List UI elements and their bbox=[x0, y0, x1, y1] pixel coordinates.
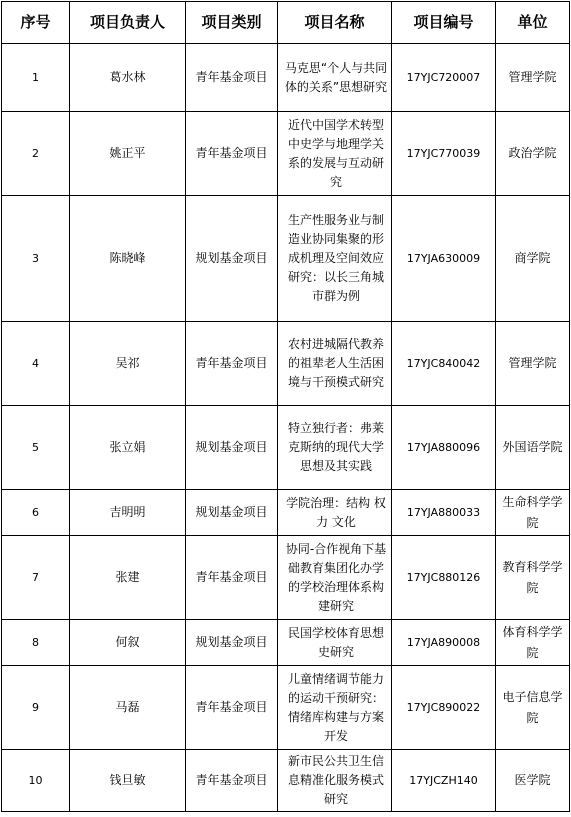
cell-leader: 吴祁 bbox=[70, 322, 186, 406]
cell-unit: 体育科学学院 bbox=[496, 620, 570, 666]
cell-unit: 电子信息学院 bbox=[496, 666, 570, 750]
cell-name: 农村进城隔代教养的祖辈老人生活困境与干预模式研究 bbox=[278, 322, 392, 406]
cell-no: 1 bbox=[2, 44, 70, 112]
cell-code: 17YJC880126 bbox=[392, 536, 496, 620]
cell-category: 青年基金项目 bbox=[186, 666, 278, 750]
cell-unit: 医学院 bbox=[496, 750, 570, 812]
cell-unit: 商学院 bbox=[496, 196, 570, 322]
header-row bbox=[2, 2, 570, 44]
cell-code: 17YJC890022 bbox=[392, 666, 496, 750]
cell-no: 2 bbox=[2, 112, 70, 196]
header-unit: 单位 bbox=[496, 2, 570, 44]
cell-unit: 外国语学院 bbox=[496, 406, 570, 490]
cell-category: 青年基金项目 bbox=[186, 536, 278, 620]
cell-category: 规划基金项目 bbox=[186, 196, 278, 322]
cell-no: 4 bbox=[2, 322, 70, 406]
cell-leader: 钱旦敏 bbox=[70, 750, 186, 812]
project-table bbox=[1, 1, 570, 812]
cell-no: 5 bbox=[2, 406, 70, 490]
table-row bbox=[2, 112, 570, 196]
table-row bbox=[2, 490, 570, 536]
table-row bbox=[2, 750, 570, 812]
cell-name: 马克思“个人与共同体的关系”思想研究 bbox=[278, 44, 392, 112]
cell-unit: 政治学院 bbox=[496, 112, 570, 196]
cell-category: 规划基金项目 bbox=[186, 406, 278, 490]
header-name: 项目名称 bbox=[278, 2, 392, 44]
cell-category: 青年基金项目 bbox=[186, 750, 278, 812]
cell-leader: 张立娟 bbox=[70, 406, 186, 490]
cell-category: 规划基金项目 bbox=[186, 490, 278, 536]
cell-code: 17YJC770039 bbox=[392, 112, 496, 196]
cell-leader: 张建 bbox=[70, 536, 186, 620]
header-no: 序号 bbox=[2, 2, 70, 44]
cell-code: 17YJC840042 bbox=[392, 322, 496, 406]
cell-leader: 陈晓峰 bbox=[70, 196, 186, 322]
table-row bbox=[2, 44, 570, 112]
cell-no: 3 bbox=[2, 196, 70, 322]
cell-code: 17YJA890008 bbox=[392, 620, 496, 666]
cell-code: 17YJA630009 bbox=[392, 196, 496, 322]
table-row bbox=[2, 666, 570, 750]
cell-code: 17YJA880096 bbox=[392, 406, 496, 490]
cell-no: 9 bbox=[2, 666, 70, 750]
cell-unit: 管理学院 bbox=[496, 44, 570, 112]
cell-category: 青年基金项目 bbox=[186, 44, 278, 112]
cell-name: 学院治理：结构 权力 文化 bbox=[278, 490, 392, 536]
cell-code: 17YJC720007 bbox=[392, 44, 496, 112]
cell-no: 8 bbox=[2, 620, 70, 666]
cell-name: 民国学校体育思想史研究 bbox=[278, 620, 392, 666]
table-row bbox=[2, 536, 570, 620]
cell-no: 7 bbox=[2, 536, 70, 620]
header-category: 项目类别 bbox=[186, 2, 278, 44]
table-row bbox=[2, 322, 570, 406]
cell-no: 6 bbox=[2, 490, 70, 536]
cell-leader: 吉明明 bbox=[70, 490, 186, 536]
cell-code: 17YJCZH140 bbox=[392, 750, 496, 812]
cell-category: 青年基金项目 bbox=[186, 112, 278, 196]
cell-name: 生产性服务业与制造业协同集聚的形成机理及空间效应研究：以长三角城市群为例 bbox=[278, 196, 392, 322]
table-row bbox=[2, 196, 570, 322]
cell-name: 新市民公共卫生信息精准化服务模式研究 bbox=[278, 750, 392, 812]
cell-category: 规划基金项目 bbox=[186, 620, 278, 666]
header-leader: 项目负责人 bbox=[70, 2, 186, 44]
cell-code: 17YJA880033 bbox=[392, 490, 496, 536]
table-row bbox=[2, 620, 570, 666]
cell-leader: 何叙 bbox=[70, 620, 186, 666]
cell-leader: 姚正平 bbox=[70, 112, 186, 196]
cell-name: 近代中国学术转型中史学与地理学关系的发展与互动研究 bbox=[278, 112, 392, 196]
cell-name: 协同-合作视角下基础教育集团化办学的学校治理体系构建研究 bbox=[278, 536, 392, 620]
cell-unit: 教育科学学院 bbox=[496, 536, 570, 620]
cell-no: 10 bbox=[2, 750, 70, 812]
cell-leader: 马磊 bbox=[70, 666, 186, 750]
cell-unit: 生命科学学院 bbox=[496, 490, 570, 536]
header-code: 项目编号 bbox=[392, 2, 496, 44]
cell-unit: 管理学院 bbox=[496, 322, 570, 406]
cell-leader: 葛水林 bbox=[70, 44, 186, 112]
cell-name: 儿童情绪调节能力的运动干预研究：情绪库构建与方案开发 bbox=[278, 666, 392, 750]
table-row bbox=[2, 406, 570, 490]
cell-category: 青年基金项目 bbox=[186, 322, 278, 406]
cell-name: 特立独行者：弗莱克斯纳的现代大学思想及其实践 bbox=[278, 406, 392, 490]
